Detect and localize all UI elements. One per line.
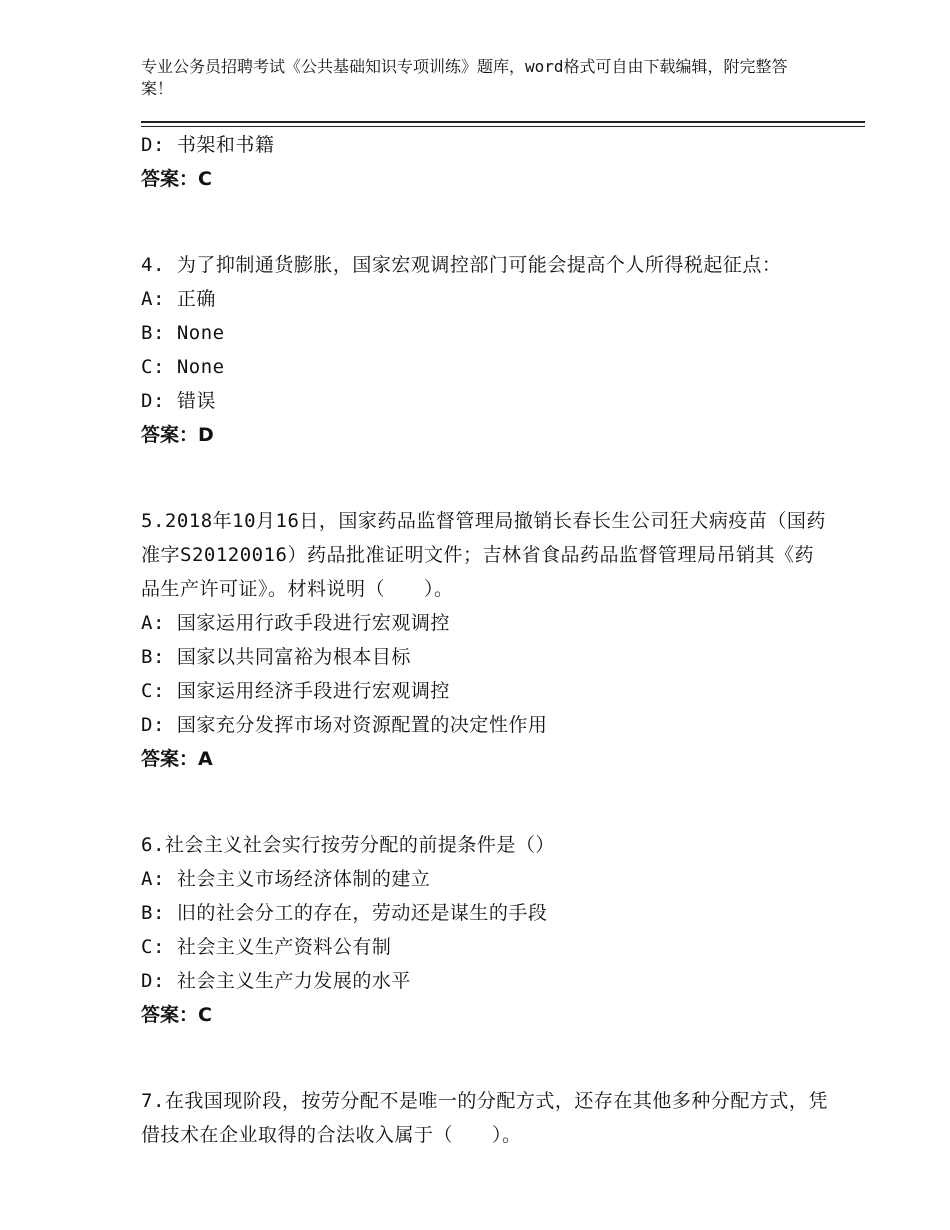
q5-option-c: C: 国家运用经济手段进行宏观调控 bbox=[141, 680, 450, 702]
q5-answer: 答案：A bbox=[141, 748, 213, 770]
spacer bbox=[141, 1032, 831, 1084]
header-rule-thin bbox=[141, 126, 865, 127]
q6-option-c: C: 社会主义生产资料公有制 bbox=[141, 936, 392, 958]
option-d: D: 书架和书籍 bbox=[141, 134, 275, 156]
spacer bbox=[141, 776, 831, 828]
q4-option-d: D: 错误 bbox=[141, 390, 216, 412]
page-header: 专业公务员招聘考试《公共基础知识专项训练》题库，word格式可自由下载编辑，附完整答案！ bbox=[141, 57, 788, 98]
header-rule-thick bbox=[141, 121, 865, 123]
q6-answer: 答案：C bbox=[141, 1004, 212, 1026]
question-4-text: 4. 为了抑制通货膨胀，国家宏观调控部门可能会提高个人所得税起征点： bbox=[141, 254, 782, 276]
question-7-text: 7.在我国现阶段，按劳分配不是唯一的分配方式，还存在其他多种分配方式，凭借技术在企业取得的合法收入属于（ ）。 bbox=[141, 1090, 828, 1146]
q6-option-b: B: 旧的社会分工的存在，劳动还是谋生的手段 bbox=[141, 902, 548, 924]
q5-option-d: D: 国家充分发挥市场对资源配置的决定性作用 bbox=[141, 714, 548, 736]
spacer bbox=[141, 196, 831, 248]
question-list bbox=[141, 128, 831, 1152]
answer: 答案：C bbox=[141, 168, 212, 190]
q6-option-d: D: 社会主义生产力发展的水平 bbox=[141, 970, 411, 992]
question-5-text: 5.2018年10月16日，国家药品监督管理局撤销长春长生公司狂犬病疫苗（国药准字S20120016）药品批准证明文件；吉林省食品药品监督管理局吊销其《药品生产许可证》。材料说明（ ）。 bbox=[141, 510, 826, 600]
q6-option-a: A: 社会主义市场经济体制的建立 bbox=[141, 868, 431, 890]
question-6-text: 6.社会主义社会实行按劳分配的前提条件是（） bbox=[141, 834, 555, 856]
q4-option-b: B: None bbox=[141, 322, 225, 344]
q4-answer: 答案：D bbox=[141, 424, 214, 446]
q5-option-a: A: 国家运用行政手段进行宏观调控 bbox=[141, 612, 450, 634]
q4-option-a: A: 正确 bbox=[141, 288, 216, 310]
q5-option-b: B: 国家以共同富裕为根本目标 bbox=[141, 646, 411, 668]
spacer bbox=[141, 452, 831, 504]
q4-option-c: C: None bbox=[141, 356, 225, 378]
